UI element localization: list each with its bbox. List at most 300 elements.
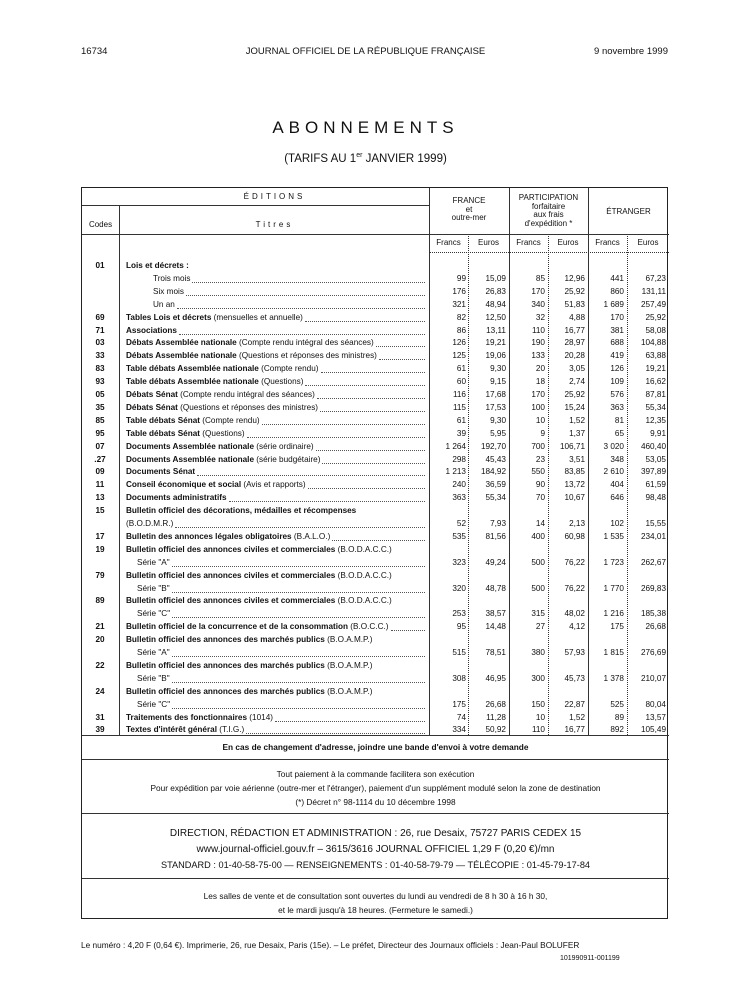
- row-value: 126: [610, 364, 624, 374]
- row-value: 210,07: [640, 673, 666, 683]
- row-value: 48,78: [485, 583, 506, 593]
- row-value: 308: [452, 673, 466, 683]
- row-value: 15,24: [564, 402, 585, 412]
- row-value: 892: [610, 725, 624, 735]
- header-france: [429, 197, 509, 223]
- row-value: 1 264: [445, 441, 466, 451]
- row-value: 38,57: [485, 609, 506, 619]
- row-title: [126, 338, 374, 348]
- row-code: 69: [95, 312, 105, 322]
- header-francs: Francs: [595, 238, 620, 247]
- row-value: 27: [535, 622, 545, 632]
- row-value: 39: [456, 428, 466, 438]
- row-value: 500: [531, 557, 545, 567]
- row-title-bold: Bulletin des annonces légales obligatoires: [126, 531, 292, 541]
- row-value: 348: [610, 454, 624, 464]
- row-code: 17: [95, 531, 105, 541]
- row-title: [137, 648, 170, 658]
- row-value: 100: [531, 402, 545, 412]
- row-title-detail: (Compte rendu): [258, 364, 319, 374]
- row-value: 9,15: [490, 377, 506, 387]
- row-value: 16,62: [645, 377, 666, 387]
- dot-leader: [197, 475, 425, 476]
- row-title-bold: Documents Assemblée nationale: [126, 441, 255, 451]
- dot-leader: [172, 592, 425, 593]
- row-title-detail: (série budgétaire): [254, 454, 321, 464]
- row-value: 95: [456, 622, 466, 632]
- row-value: 48,02: [564, 609, 585, 619]
- row-value: 80,04: [645, 699, 666, 709]
- row-value: 105,49: [640, 725, 666, 735]
- row-value: 133: [531, 351, 545, 361]
- row-value: 18: [535, 377, 545, 387]
- row-value: 76,22: [564, 557, 585, 567]
- row-title: [126, 725, 244, 735]
- row-value: 460,40: [640, 441, 666, 451]
- row-value: 48,94: [485, 299, 506, 309]
- row-value: 184,92: [480, 467, 506, 477]
- row-value: 1,37: [569, 428, 585, 438]
- row-title-detail: (B.O.A.M.P.): [324, 686, 373, 696]
- row-value: 646: [610, 493, 624, 503]
- row-code: 89: [95, 596, 105, 606]
- row-code: 79: [95, 570, 105, 580]
- row-value: 13,72: [564, 480, 585, 490]
- row-value: 16,77: [564, 725, 585, 735]
- row-value: 55,34: [645, 402, 666, 412]
- row-title-detail: (1014): [247, 712, 273, 722]
- header-participation: [509, 194, 588, 228]
- footer-code: 101990911-001199: [560, 955, 620, 962]
- row-value: 98,48: [645, 493, 666, 503]
- row-value: 110: [531, 325, 545, 335]
- row-code: 95: [95, 428, 105, 438]
- row-value: 15,55: [645, 519, 666, 528]
- row-title-bold: Débats Assemblée nationale: [126, 351, 237, 361]
- row-value: 170: [531, 286, 545, 296]
- row-title: [126, 403, 318, 413]
- row-title-bold: Bulletin officiel des décorations, médailles et récompenses: [126, 506, 357, 516]
- subtitle-text: (TARIFS AU 1: [284, 152, 357, 165]
- dot-leader: [247, 437, 425, 438]
- row-value: 1 689: [603, 299, 624, 309]
- row-value: 115: [452, 402, 466, 412]
- header-france-l3: outre-mer: [451, 213, 487, 222]
- row-value: 1 213: [445, 467, 466, 477]
- row-title-detail: (Questions et réponses des ministres): [236, 351, 377, 361]
- row-code: 31: [95, 712, 105, 722]
- row-value: 4,12: [569, 622, 585, 632]
- dot-leader: [320, 411, 425, 412]
- row-value: 70: [535, 493, 545, 503]
- dot-leader: [172, 708, 425, 709]
- row-title: [126, 364, 319, 374]
- row-value: 3 020: [603, 441, 624, 451]
- row-value: 25,92: [564, 286, 585, 296]
- row-code: .27: [94, 454, 106, 464]
- header-euros: Euros: [557, 238, 579, 247]
- row-value: 441: [610, 273, 624, 283]
- row-title: [153, 300, 175, 310]
- row-value: 404: [610, 480, 624, 490]
- row-value: 700: [531, 441, 545, 451]
- row-value: 1 815: [603, 648, 624, 657]
- header-editions: ÉDITIONS: [243, 192, 306, 201]
- row-title-detail: (Questions et réponses des ministres): [177, 402, 319, 412]
- header-part-l3: aux frais: [533, 210, 564, 219]
- dot-leader: [172, 617, 425, 618]
- dot-leader: [175, 527, 425, 528]
- row-value: 36,59: [485, 480, 506, 490]
- row-value: 78,51: [485, 648, 506, 657]
- row-title-bold: Bulletin officiel des annonces civiles et commerciales: [126, 596, 336, 606]
- row-value: 106,71: [559, 441, 585, 451]
- row-value: 515: [452, 648, 466, 657]
- row-value: 116: [452, 390, 466, 399]
- row-value: 253: [452, 609, 466, 619]
- row-value: 61: [456, 415, 466, 425]
- row-value: 83,85: [564, 467, 585, 477]
- row-value: 9,30: [490, 364, 506, 374]
- row-divider: [82, 813, 669, 814]
- row-title-detail: (B.O.D.A.C.C.): [335, 570, 392, 580]
- dot-leader: [186, 295, 425, 296]
- row-title-detail: (Compte rendu): [200, 415, 260, 425]
- row-value: 10: [535, 712, 545, 722]
- row-title: [126, 377, 303, 387]
- row-title-detail: (Questions): [258, 377, 304, 387]
- decree-note: (*) Décret n° 98-1114 du 10 décembre 1998: [295, 797, 456, 807]
- row-value: 45,43: [485, 454, 506, 464]
- row-value: 300: [531, 673, 545, 683]
- row-value: 65: [614, 428, 624, 438]
- row-title-bold: Associations: [126, 325, 177, 335]
- row-value: 2,13: [569, 519, 585, 528]
- row-value: 3,05: [569, 364, 585, 374]
- row-value: 1 216: [603, 609, 624, 619]
- row-code: 13: [95, 493, 105, 503]
- row-value: 363: [610, 402, 624, 412]
- row-title-bold: Débats Assemblée nationale: [126, 338, 237, 348]
- row-value: 3,51: [569, 454, 585, 464]
- row-title: [126, 416, 260, 426]
- row-value: 1 535: [603, 531, 624, 541]
- row-code: 35: [95, 402, 105, 412]
- row-value: 525: [610, 699, 624, 709]
- row-title: [126, 467, 195, 477]
- row-value: 185,38: [640, 609, 666, 619]
- row-value: 19,06: [485, 351, 506, 361]
- row-value: 26,83: [485, 286, 506, 296]
- row-value: 104,88: [640, 338, 666, 348]
- row-value: 76,22: [564, 583, 585, 593]
- row-value: 276,69: [640, 648, 666, 657]
- row-value: 860: [610, 286, 624, 296]
- row-value: 400: [531, 531, 545, 541]
- row-title: [126, 635, 372, 645]
- row-value: 51,83: [564, 299, 585, 309]
- row-value: 2 610: [603, 467, 624, 477]
- dot-leader: [322, 463, 425, 464]
- row-value: 234,01: [640, 531, 666, 541]
- row-value: 81: [614, 415, 624, 425]
- row-title-bold: Documents Sénat: [126, 467, 196, 477]
- row-title: [126, 571, 392, 581]
- col-divider-minor: [468, 234, 469, 735]
- row-value: 688: [610, 338, 624, 348]
- row-title-bold: Bulletin officiel des annonces civiles et commerciales: [126, 544, 336, 554]
- payment-notice-2: Pour expédition par voie aérienne (outre-mer et l'étranger), paiement d'un supplément modulé selon la zone de destination: [150, 783, 601, 793]
- row-code: 71: [95, 325, 105, 335]
- row-title-bold: Bulletin officiel des annonces des marchés publics: [126, 635, 325, 645]
- dot-leader: [177, 308, 425, 309]
- row-divider-minor: [429, 252, 669, 253]
- row-value: 2,74: [569, 377, 585, 387]
- row-title-detail: (B.O.D.M.R.): [126, 519, 174, 528]
- address-change-notice: En cas de changement d'adresse, joindre une bande d'envoi à votre demande: [222, 742, 529, 752]
- row-title-detail: Trois mois: [153, 273, 191, 283]
- row-value: 85: [535, 273, 545, 283]
- row-title: [126, 261, 189, 271]
- row-title: [137, 674, 170, 684]
- row-title: [126, 390, 315, 400]
- row-value: 126: [452, 338, 466, 348]
- header-euros: Euros: [478, 238, 499, 247]
- subtitle: [0, 152, 731, 165]
- row-title: [126, 532, 330, 542]
- row-title-detail: Série "A": [137, 557, 170, 567]
- row-title-bold: Table débats Assemblée nationale: [126, 377, 259, 387]
- footer-imprint: Le numéro : 4,20 F (0,64 €). Imprimerie, 26, rue Desaix, Paris (15e). – Le préfet, Directeur des Journaux officiels : Jean-Paul BOLUFER: [81, 940, 580, 950]
- row-value: 576: [610, 390, 624, 399]
- row-value: 60: [456, 377, 466, 387]
- header-france-l1: FRANCE: [452, 196, 486, 205]
- row-divider: [82, 759, 669, 760]
- row-value: 1 770: [603, 583, 624, 593]
- row-value: 381: [610, 325, 624, 335]
- row-value: 175: [452, 699, 466, 709]
- row-title: [126, 545, 392, 555]
- row-code: 03: [95, 338, 105, 348]
- row-value: 131,11: [641, 286, 666, 296]
- row-title-detail: (Compte rendu intégral des séances): [236, 338, 374, 348]
- dot-leader: [308, 488, 425, 489]
- row-value: 45,73: [564, 673, 585, 683]
- row-value: 170: [610, 312, 624, 322]
- row-code: 11: [95, 480, 105, 490]
- row-value: 175: [610, 622, 624, 632]
- dot-leader: [246, 733, 425, 734]
- row-value: 5,95: [490, 428, 506, 438]
- row-title: [126, 519, 173, 529]
- row-value: 12,50: [485, 312, 506, 322]
- row-title: [126, 493, 227, 503]
- row-value: 86: [456, 325, 466, 335]
- row-title: [126, 480, 306, 490]
- issue-date: 9 novembre 1999: [594, 46, 668, 57]
- row-value: 102: [610, 519, 624, 528]
- row-title-detail: (Questions): [200, 428, 245, 438]
- row-title-detail: Série "B": [137, 583, 170, 593]
- row-value: 9: [540, 428, 545, 438]
- row-value: 17,53: [485, 402, 506, 412]
- row-code: 05: [95, 390, 105, 399]
- row-value: 22,87: [564, 699, 585, 709]
- row-value: 32: [535, 312, 545, 322]
- row-value: 535: [452, 531, 466, 541]
- row-value: 57,93: [564, 648, 585, 657]
- row-value: 28,97: [564, 338, 585, 348]
- row-value: 11,28: [486, 712, 506, 722]
- row-value: 19,21: [485, 338, 506, 348]
- row-title-detail: (Avis et rapports): [241, 480, 306, 490]
- dot-leader: [376, 346, 425, 347]
- row-value: 269,83: [640, 583, 666, 593]
- row-value: 397,89: [640, 467, 666, 477]
- row-title-bold: Table débats Sénat: [126, 428, 201, 438]
- row-title-bold: Lois et décrets :: [126, 261, 189, 270]
- row-value: 315: [531, 609, 545, 619]
- row-value: 12,96: [564, 273, 585, 283]
- row-title-detail: (mensuelles et annuelle): [211, 312, 303, 322]
- row-value: 50,92: [485, 725, 506, 735]
- header-titres: Titres: [255, 220, 294, 229]
- row-value: 17,68: [485, 390, 506, 399]
- dot-leader: [229, 501, 425, 502]
- row-code: 21: [95, 622, 105, 632]
- subtitle-sup: er: [356, 152, 363, 159]
- row-value: 110: [531, 725, 545, 735]
- row-title-detail: Série "A": [137, 648, 170, 657]
- row-value: 53,05: [645, 454, 666, 464]
- row-value: 7,93: [490, 519, 506, 528]
- row-title-bold: Débats Sénat: [126, 402, 178, 412]
- row-title: [126, 313, 303, 323]
- row-value: 170: [531, 390, 545, 399]
- row-title: [126, 687, 372, 697]
- opening-hours-2: et le mardi jusqu'à 18 heures. (Fermeture le samedi.): [278, 905, 473, 915]
- row-value: 55,34: [485, 493, 506, 503]
- row-code: 39: [95, 725, 105, 735]
- row-value: 9,91: [650, 428, 666, 438]
- row-title-detail: Série "C": [137, 699, 171, 709]
- page-number: 16734: [81, 46, 108, 57]
- row-code: 01: [95, 261, 105, 270]
- row-divider: [82, 878, 669, 879]
- row-value: 13,57: [645, 712, 666, 722]
- row-value: 61: [456, 364, 466, 374]
- dot-leader: [179, 334, 425, 335]
- row-code: 15: [95, 506, 105, 516]
- row-value: 87,81: [645, 390, 666, 399]
- dot-leader: [172, 566, 425, 567]
- row-value: 13,11: [486, 325, 506, 335]
- row-value: 150: [531, 699, 545, 709]
- row-code: 09: [95, 467, 105, 477]
- row-title-detail: Six mois: [153, 286, 184, 296]
- row-value: 10,67: [564, 493, 585, 503]
- dot-leader: [192, 282, 425, 283]
- row-value: 380: [531, 648, 545, 657]
- col-divider-minor: [627, 234, 628, 735]
- row-title-detail: (B.O.C.C.): [348, 622, 389, 632]
- row-value: 240: [452, 480, 466, 490]
- row-value: 25,92: [564, 390, 585, 399]
- row-value: 4,88: [569, 312, 585, 322]
- row-value: 58,08: [645, 325, 666, 335]
- row-title: [137, 584, 170, 594]
- header-part-l4: d'expédition *: [524, 218, 573, 228]
- row-title: [126, 442, 314, 452]
- row-title-bold: Conseil économique et social: [126, 480, 242, 490]
- row-value: 82: [456, 312, 466, 322]
- page-title: ABONNEMENTS: [272, 118, 459, 137]
- dot-leader: [321, 372, 425, 373]
- row-value: 419: [610, 351, 624, 361]
- row-title: [153, 287, 184, 297]
- dot-leader: [305, 321, 425, 322]
- row-divider: [82, 205, 429, 206]
- row-code: 33: [95, 351, 105, 361]
- row-title: [153, 274, 190, 284]
- row-title: [126, 713, 273, 723]
- row-title-bold: Bulletin officiel des annonces des marchés publics: [126, 660, 325, 670]
- row-value: 74: [456, 712, 466, 722]
- row-title-detail: (B.O.A.M.P.): [324, 635, 373, 645]
- row-title: [137, 558, 170, 568]
- row-title: [126, 351, 377, 361]
- row-value: 323: [452, 557, 466, 567]
- opening-hours-1: Les salles de vente et de consultation sont ouvertes du lundi au vendredi de 8 h 30 à 16 h 30,: [203, 891, 548, 901]
- row-value: 14: [535, 519, 545, 528]
- row-value: 340: [531, 299, 545, 309]
- row-value: 550: [531, 467, 545, 477]
- direction-address: DIRECTION, RÉDACTION ET ADMINISTRATION : 26, rue Desaix, 75727 PARIS CEDEX 15: [169, 828, 582, 839]
- row-value: 49,24: [485, 557, 506, 567]
- row-value: 81,56: [485, 531, 506, 541]
- row-code: 85: [95, 415, 105, 425]
- row-value: 20,28: [564, 351, 585, 361]
- dot-leader: [332, 540, 425, 541]
- row-value: 20: [535, 364, 545, 374]
- row-value: 46,95: [485, 673, 506, 683]
- row-value: 89: [614, 712, 624, 722]
- row-value: 125: [452, 351, 466, 361]
- row-value: 60,98: [564, 531, 585, 541]
- row-value: 63,88: [645, 351, 666, 361]
- row-value: 363: [452, 493, 466, 503]
- row-value: 321: [452, 299, 466, 309]
- journal-name: JOURNAL OFFICIEL DE LA RÉPUBLIQUE FRANÇAISE: [245, 46, 486, 57]
- row-value: 262,67: [640, 557, 666, 567]
- row-title-bold: Bulletin officiel de la concurrence et de la consommation: [126, 622, 349, 632]
- row-value: 16,77: [564, 325, 585, 335]
- row-title-detail: Série "C": [137, 609, 171, 619]
- header-france-l2: et: [465, 204, 473, 214]
- row-title-detail: (Compte rendu intégral des séances): [177, 390, 315, 399]
- row-title: [126, 622, 389, 632]
- row-value: 52: [456, 519, 466, 528]
- row-title-detail: (série ordinaire): [254, 441, 314, 451]
- row-value: 67,23: [645, 273, 666, 283]
- row-title-detail: (T.I.G.): [216, 725, 245, 735]
- row-value: 192,70: [480, 441, 506, 451]
- dot-leader: [316, 450, 425, 451]
- row-divider: [82, 234, 669, 235]
- row-title-detail: (B.A.L.O.): [291, 531, 331, 541]
- row-value: 9,30: [490, 415, 506, 425]
- dot-leader: [379, 359, 425, 360]
